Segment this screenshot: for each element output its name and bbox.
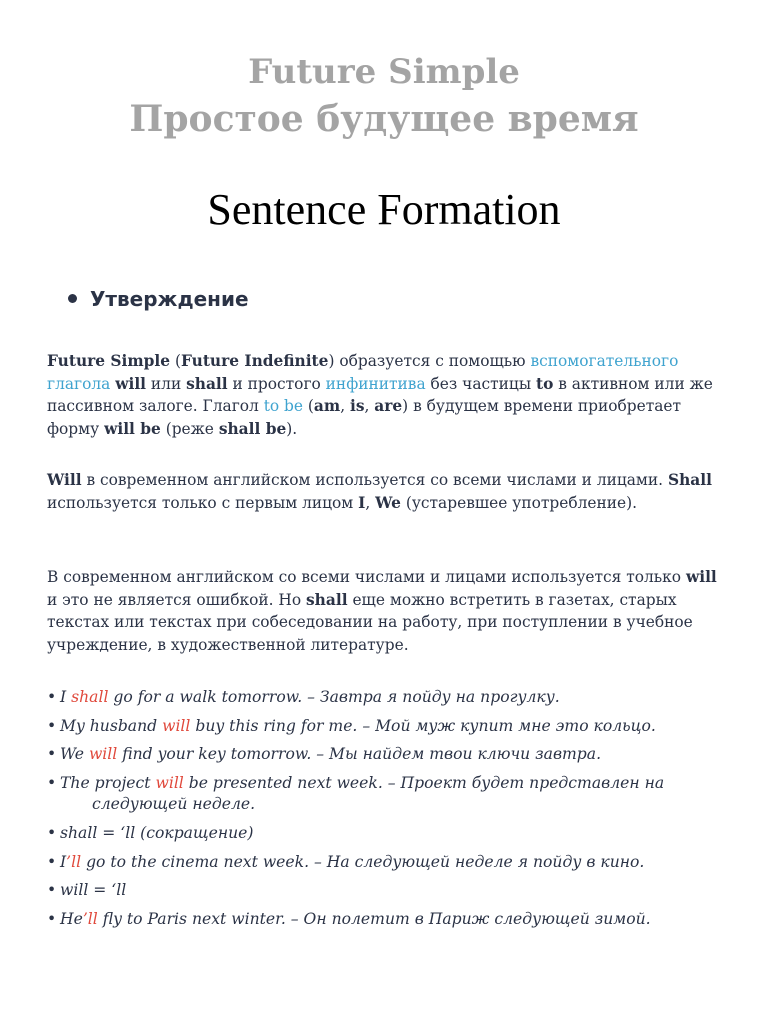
text: в современном английском используется со всеми числами и лицами. [81, 471, 668, 489]
term: Shall [667, 471, 712, 489]
text: go to the cinema next week. – На следующей неделе я пойду в кино. [81, 852, 645, 871]
link-to-be[interactable]: to be [263, 397, 304, 415]
text: I [60, 688, 72, 706]
term: shall [186, 374, 228, 393]
text: , [340, 397, 350, 415]
example-text: shall = ‘ll (сокращение) [60, 824, 254, 842]
text: find your key tomorrow. – Мы найдем твои ключи завтра. [117, 745, 602, 763]
example-text [60, 717, 656, 735]
text: My husband [60, 716, 163, 735]
bullet-icon: • [47, 824, 57, 842]
term: Will [47, 471, 82, 489]
text: He [60, 909, 83, 928]
list-item [47, 683, 737, 712]
bullet-icon: • [47, 852, 57, 871]
term: shall [306, 590, 348, 609]
paragraph-usage [47, 469, 727, 514]
highlight: will [162, 716, 191, 735]
bullet-dot-icon [68, 294, 77, 303]
page-title [0, 50, 768, 144]
highlight: ’ll [66, 852, 82, 871]
text: без частицы [425, 374, 536, 393]
text: be presented next week. – Проект будет представлен на [183, 773, 665, 792]
example-text [60, 745, 601, 763]
text: используется только с первым лицом [47, 493, 359, 512]
term: will [685, 568, 717, 586]
highlight: will [88, 745, 118, 763]
list-item [47, 905, 737, 934]
text: , [365, 493, 376, 512]
term: am [313, 397, 341, 415]
list-item [47, 712, 737, 741]
text: , [364, 397, 375, 415]
term: will be [104, 419, 161, 438]
term: will [115, 374, 147, 393]
text: We [60, 745, 89, 763]
paragraph-modern [47, 566, 727, 656]
text: fly to Paris next winter. – Он полетит в Париж следующей зимой. [97, 909, 651, 928]
bullet-icon: • [47, 881, 57, 899]
section-heading: Sentence Formation [207, 185, 561, 234]
example-text [60, 688, 560, 706]
text: I [60, 852, 67, 871]
example-text [60, 853, 644, 871]
highlight: shall [71, 688, 109, 706]
list-item [47, 876, 737, 905]
text: и простого [227, 374, 326, 393]
bullet-icon: • [47, 745, 57, 763]
example-text: will = ‘ll [60, 881, 127, 899]
text: ( [170, 352, 181, 370]
text: ) образуется с помощью [328, 352, 531, 370]
example-text [60, 774, 664, 792]
text: (устаревшее употребление). [400, 493, 637, 512]
text: go for a walk tomorrow. – Завтра я пойду на прогулку. [108, 688, 560, 706]
term: Future Indefinite [180, 352, 329, 370]
bullet-heading-label: Утверждение [90, 287, 249, 311]
list-item [47, 819, 737, 848]
text: В современном английском со всеми числами и лицами используется только [47, 568, 686, 586]
paragraph-formation [47, 350, 727, 440]
term: I [358, 493, 366, 512]
term: is [349, 397, 365, 415]
text: еще можно встретить в газетах, старых текстах или текстах при собеседовании на работу, при поступлении в учебное учреждение, в художественной литературе. [47, 590, 693, 654]
highlight: will [155, 773, 184, 792]
term: We [375, 493, 401, 512]
text: ) в будущем времени приобретает форму [47, 397, 682, 438]
text: buy this ring for me. – Мой муж купит мне это кольцо. [190, 716, 656, 735]
bullet-heading [68, 284, 249, 314]
text: в активном или же пассивном залоге. Глагол [47, 374, 713, 415]
term: are [374, 397, 403, 415]
text: ). [286, 419, 298, 438]
examples-list [47, 683, 737, 933]
example-continuation: следующей неделе. [92, 795, 256, 813]
bullet-icon: • [47, 909, 57, 928]
highlight: ’ll [82, 909, 98, 928]
title-english: Future Simple [248, 52, 520, 92]
title-russian: Простое будущее время [129, 98, 639, 140]
text: ( [303, 397, 314, 415]
example-text [60, 910, 651, 928]
list-item [47, 769, 737, 816]
bullet-icon: • [47, 773, 57, 792]
text: или [146, 374, 187, 393]
term: to [535, 374, 554, 393]
bullet-icon: • [47, 716, 57, 735]
link-auxiliary-verb[interactable]: вспомогательного глагола [47, 352, 679, 393]
bullet-icon: • [47, 688, 57, 706]
term: shall be [218, 419, 287, 438]
text: и это не является ошибкой. Но [47, 590, 307, 609]
text: (реже [160, 419, 219, 438]
list-item [47, 740, 737, 769]
text: The project [60, 773, 156, 792]
term: Future Simple [47, 352, 171, 370]
list-item [47, 848, 737, 877]
link-infinitive[interactable]: инфинитива [325, 374, 426, 393]
